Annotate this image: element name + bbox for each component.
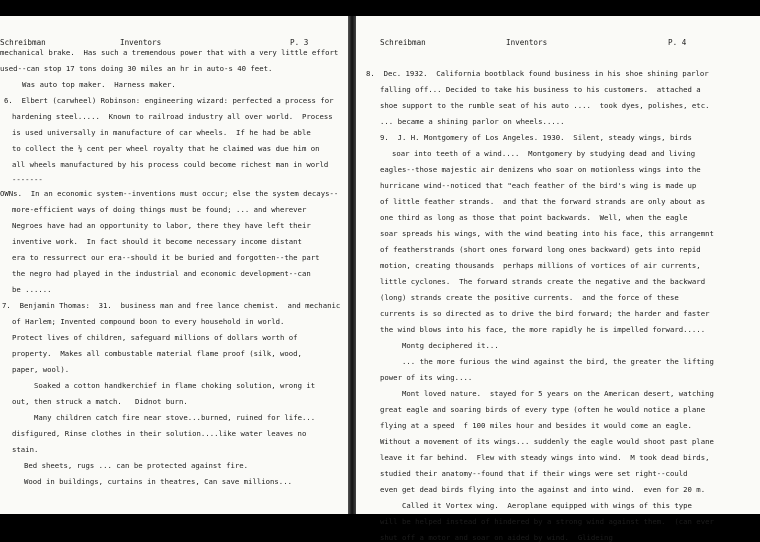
text-line: hardening steel..... Known to railroad industry all over world. Process [12, 112, 333, 121]
text-line: currents is so directed as to drive the bird forward; the harder and faster [380, 309, 710, 318]
text-line: Protect lives of children, safeguard millions of dollars worth of [12, 333, 298, 342]
text-line: the wind blows into his face, the more rapidly he is impelled forward..... [380, 325, 706, 334]
text-line: hurricane wind--noticed that "each feather of the bird's wing is made up [380, 181, 697, 190]
text-line: is used universally in manufacture of car wheels. If he had be able [12, 128, 311, 137]
text-line: ... the more furious the wind against the bird, the greater the lifting [402, 357, 714, 366]
text-line: Wood in buildings, curtains in theatres, Can save millions... [24, 477, 292, 486]
page-title: Inventors [506, 38, 548, 47]
text-line: Many children catch fire near stove...burned, ruined for life... [34, 413, 316, 422]
text-line: ------- [12, 175, 43, 184]
text-line: ... became a shining parlor on wheels..... [380, 117, 565, 126]
text-line: of featherstrands (short ones forward long ones backward) gets into repid [380, 245, 701, 254]
text-line: soar into teeth of a wind.... Montgomery by studying dead and living [392, 149, 696, 158]
text-line: falling off... Decided to take his business to his customers. attached a [380, 85, 701, 94]
text-line: the negro had played in the industrial and economic development--can [12, 269, 311, 278]
text-line: Negroes have had an opportunity to labor, there they have left their [12, 221, 311, 230]
page-number: P. 3 [290, 38, 309, 47]
text-line: great eagle and soaring birds of every type (often he would notice a plane [380, 405, 706, 414]
text-line: leave it far behind. Flew with steady wings into wind. M took dead birds, [380, 453, 710, 462]
text-line: property. Makes all combustable material flame proof (silk, wood, [12, 349, 302, 358]
text-line: one third as long as those that point backwards. Well, when the eagle [380, 213, 688, 222]
text-line: OWNs. In an economic system--inventions must occur; else the system decays-- [0, 189, 339, 198]
text-line: be ...... [12, 285, 52, 294]
text-line: motion, creating thousands perhaps millions of vortices of air currents, [380, 261, 701, 270]
text-line: shut off a motor and soar on aided by wind. Glideing [380, 533, 613, 542]
text-line: Bed sheets, rugs ... can be protected against fire. [24, 461, 249, 470]
text-line: mechanical brake. Has such a tremendous power that with a very little effort [0, 48, 339, 57]
text-line: stain. [12, 445, 39, 454]
text-line: inventive work. In fact should it become necessary income distant [12, 237, 302, 246]
text-line: 8. Dec. 1932. California bootblack found business in his shoe shining parlor [366, 69, 709, 78]
text-line: disfigured, Rinse clothes in their solution....like water leaves no [12, 429, 307, 438]
text-line: 7. Benjamin Thomas: 31. business man and free lance chemist. and mechanic [2, 301, 341, 310]
text-line: 9. J. H. Montgomery of Los Angeles. 1930. Silent, steady wings, birds [380, 133, 692, 142]
text-line: shoe support to the rumble seat of his auto .... took dyes, polishes, etc. [380, 101, 710, 110]
page-number: P. 4 [668, 38, 687, 47]
text-line: more-efficient ways of doing things must be found; ... and wherever [12, 205, 307, 214]
text-line: era to ressurrect our era--should it be buried and forgotten--the part [12, 253, 320, 262]
text-line: to collect the ½ cent per wheel royalty that he claimed was due him on [12, 144, 320, 153]
text-line: Mont loved nature. stayed for 5 years on the American desert, watching [402, 389, 714, 398]
text-line: studied their anatomy--found that if their wings were set right--could [380, 469, 688, 478]
text-line: Montg deciphered it... [402, 341, 499, 350]
text-line: soar spreads his wings, with the wind beating into his face, this arrangemnt [380, 229, 714, 238]
text-line: (long) strands create the positive currents. and the force of these [380, 293, 679, 302]
text-line: 6. Elbert (carwheel) Robinson: engineering wizard: perfected a process for [4, 96, 334, 105]
text-line: paper, wool). [12, 365, 70, 374]
text-line: of little feather strands. and that the forward strands are only about as [380, 197, 706, 206]
text-line: Soaked a cotton handkerchief in flame choking solution, wrong it [34, 381, 316, 390]
text-line: little cyclones. The forward strands create the negative and the backward [380, 277, 706, 286]
right-manuscript-page [356, 16, 760, 542]
text-line: Was auto top maker. Harness maker. [22, 80, 176, 89]
text-line: of Harlem; Invented compound boon to every household in world. [12, 317, 285, 326]
text-line: even get dead birds flying into the against and into wind. even for 20 m. [380, 485, 706, 494]
text-line: flying at a speed f 100 miles hour and besides it would come an eagle. [380, 421, 692, 430]
book-gutter [348, 16, 356, 514]
page-title: Inventors [120, 38, 162, 47]
text-line: Called it Vortex wing. Aeroplane equipped with wings of this type [402, 501, 692, 510]
text-line: used--can stop 17 tons doing 30 miles an hr in auto-s 40 feet. [0, 64, 273, 73]
page-author: Schreibman [0, 38, 46, 47]
text-line: will be helped instead of hindered by a strong wind against them. (can ever [380, 517, 714, 526]
page-author: Schreibman [380, 38, 426, 47]
text-line: out, then struck a match. Didnot burn. [12, 397, 188, 406]
text-line: eagles--those majestic air denizens who soar on motionless wings into the [380, 165, 701, 174]
text-line: power of its wing.... [380, 373, 473, 382]
left-manuscript-page [0, 16, 348, 514]
text-line: all wheels manufactured by his process could become richest man in world [12, 160, 329, 169]
text-line: Without a movement of its wings... suddenly the eagle would shoot past plane [380, 437, 714, 446]
